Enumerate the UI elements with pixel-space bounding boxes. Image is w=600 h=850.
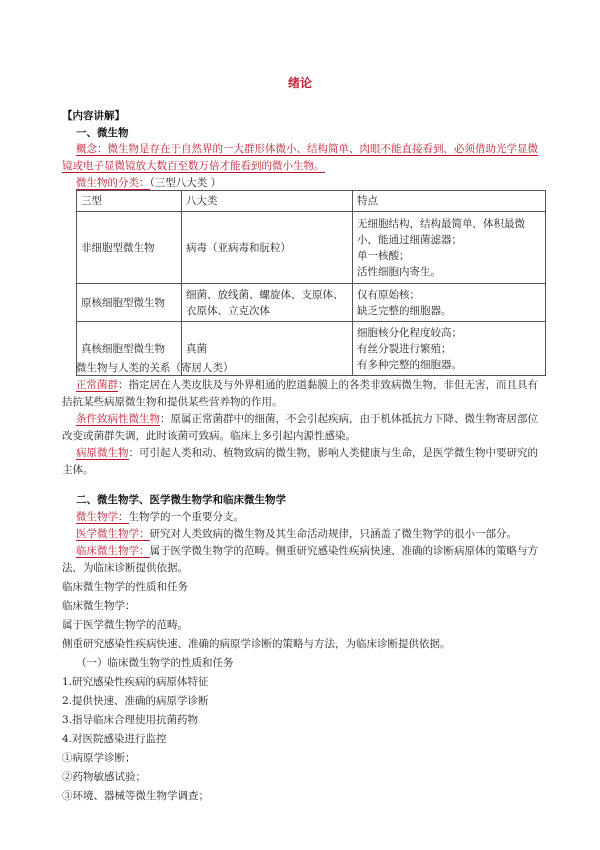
table-cell-type: 真核细胞型微生物 xyxy=(77,322,182,376)
heading-microbiology: 二、微生物学、医学微生物学和临床微生物学 xyxy=(76,494,286,506)
clinical-label: 临床微生物学： xyxy=(76,545,150,557)
table-cell-type: 原核细胞型微生物 xyxy=(77,284,182,322)
normal-flora-text: ：指定居在人类皮肤及与外界相通的腔道黏膜上的各类非致病微生物，非但无害，而且具有拮抗某些病原微生物和提供某些营养物的作用。 xyxy=(62,379,538,408)
section-tag: 【内容讲解】 xyxy=(62,110,125,122)
feature-line: 无细胞结构，结构最简单，体积最微 xyxy=(357,217,525,230)
table-cell-classes: 真菌 xyxy=(182,322,353,376)
normal-flora-label: 正常菌群 xyxy=(76,379,118,391)
table-header-cell: 三型 xyxy=(77,191,182,212)
list-item: 4.对医院感染进行监控 xyxy=(62,733,167,745)
table-header-cell: 八大类 xyxy=(182,191,353,212)
concept-text-2: 镜或电子显微镜放大数百至数万倍才能看到的微小生物。 xyxy=(62,160,325,172)
table-cell-type: 非细胞型微生物 xyxy=(77,212,182,284)
classification-label: 微生物的分类： xyxy=(76,177,150,189)
opportunistic-label: 条件致病性微生物 xyxy=(76,413,160,425)
concept-text-1: 微生物是存在于自然界的一大群形体微小、结构简单、肉眼不能直接看到，必须借助光学显微 xyxy=(107,143,538,155)
text-line: 侧重研究感染性疾病快速、准确的病原学诊断的策略与方法，为临床诊断提供依据。 xyxy=(62,638,451,650)
clinical-microbiology-paragraph xyxy=(62,543,548,577)
list-item: ①病原学诊断； xyxy=(62,752,136,764)
feature-line: 有丝分裂进行繁殖； xyxy=(357,342,452,355)
feature-line: 有多种完整的细胞器。 xyxy=(357,358,462,371)
list-item: 2.提供快速、准确的病原学诊断 xyxy=(62,695,209,707)
table-cell-classes: 病毒（亚病毒和朊粒） xyxy=(182,212,353,284)
list-item: 1.研究感染性疾病的病原体特征 xyxy=(62,676,209,688)
pathogen-text: ：可引起人类和动、植物致病的微生物，影响人类健康与生命，是医学微生物中要研究的主体。 xyxy=(62,447,538,476)
text-line: 临床微生物学的性质和任务 xyxy=(62,581,188,593)
opportunistic-paragraph xyxy=(62,411,548,445)
medical-microbiology-line xyxy=(76,526,548,543)
feature-line: 细胞核分化程度较高； xyxy=(357,326,462,339)
relation-heading: 微生物与人类的关系（寄居人类） xyxy=(76,362,234,374)
table-row xyxy=(77,212,546,284)
table-row xyxy=(77,284,546,322)
medical-text: 研究对人类致病的微生物及其生命活动规律，只涵盖了微生物学的很小一部分。 xyxy=(149,528,517,540)
microbiology-text: 生物学的一个重要分支。 xyxy=(128,511,244,523)
concept-label: 概念： xyxy=(76,143,108,155)
concept-line-2 xyxy=(62,158,548,175)
medical-label: 医学微生物学： xyxy=(76,528,150,540)
feature-line: 单一核酸； xyxy=(357,249,410,262)
normal-flora-paragraph xyxy=(62,377,548,411)
microbiology-line xyxy=(76,509,548,526)
clinical-text: 属于医学微生物学的范畴。侧重研究感染性疾病快速、准确的诊断病原体的策略与方法，为临床诊断提供依据。 xyxy=(62,545,538,574)
microbiology-label: 微生物学： xyxy=(76,511,129,523)
table-header-row xyxy=(77,191,546,212)
text-line: 临床微生物学： xyxy=(62,600,136,612)
feature-line: 活性细胞内寄生。 xyxy=(357,265,441,278)
heading-microorganism: 一、微生物 xyxy=(76,127,129,139)
list-item: ③环境、器械等微生物学调查； xyxy=(62,790,209,802)
table-cell-classes: 细菌、放线菌、螺旋体、支原体、衣原体、立克次体 xyxy=(182,284,353,322)
table-cell-features xyxy=(353,212,546,284)
pathogen-label: 病原微生物 xyxy=(76,447,129,459)
classification-table xyxy=(76,190,546,376)
list-item: ②药物敏感试验； xyxy=(62,771,146,783)
feature-line: 缺乏完整的细胞器。 xyxy=(357,304,452,317)
page-title: 绪论 xyxy=(287,76,312,90)
table-header-cell: 特点 xyxy=(353,191,546,212)
text-line: （一）临床微生物学的性质和任务 xyxy=(76,657,234,669)
feature-line: 小，能通过细菌滤器； xyxy=(357,233,462,246)
feature-line: 仅有原始核； xyxy=(357,288,420,301)
opportunistic-text: ：原属正常菌群中的细菌，不会引起疾病，由于机体抵抗力下降、微生物寄居部位改变或菌群失调，此时该菌可致病。临床上多引起内源性感染。 xyxy=(62,413,538,442)
concept-line-1 xyxy=(76,141,548,158)
text-line: 属于医学微生物学的范畴。 xyxy=(62,619,188,631)
list-item: 3.指导临床合理使用抗菌药物 xyxy=(62,714,199,726)
pathogen-paragraph xyxy=(62,445,548,479)
table-cell-features xyxy=(353,284,546,322)
classification-suffix: （三型八大类 ） xyxy=(149,177,222,189)
